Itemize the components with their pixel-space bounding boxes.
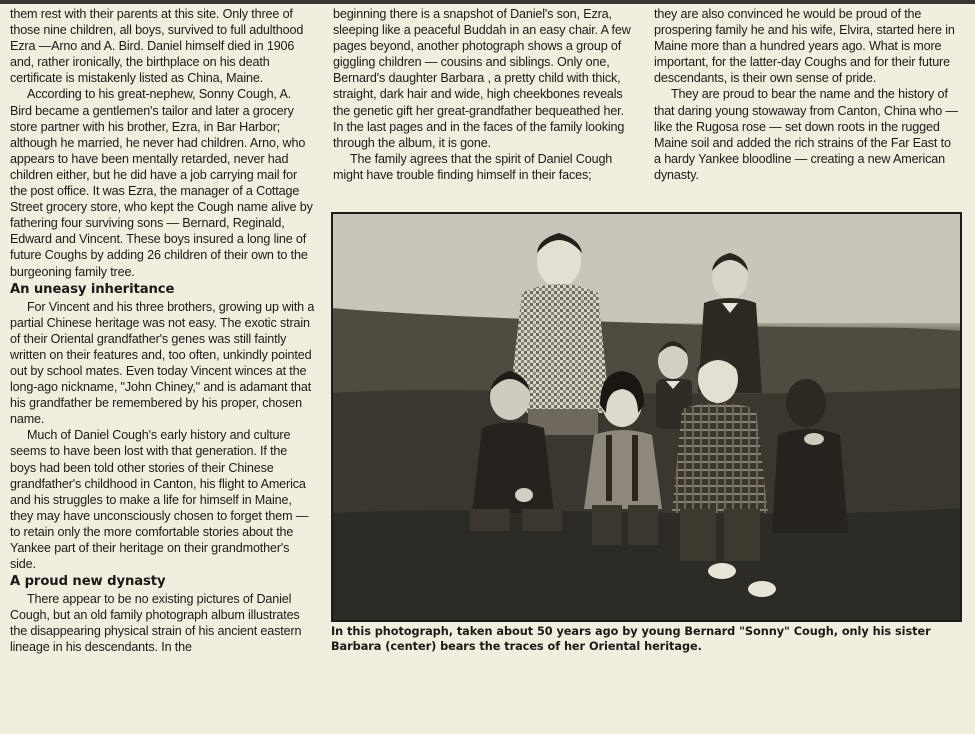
paragraph: They are proud to bear the name and the history of that daring young stowaway from Canton, China who — like the Rugosa rose — set down roots in the rugged Maine soil and added the rich strains of the Far East to a hardy Yankee bloodline — creating a new American dynasty. [654,87,958,182]
paragraph: them rest with their parents at this site. Only three of those nine children, all boys, survived to full adulthood Ezra —Arno and A. Bird. Daniel himself died in 1906 and, rather ironically, the birthplace on his death certificate is mistakenly listed as China, Maine. [10,7,304,86]
family-photograph [331,212,962,622]
paragraph: The family agrees that the spirit of Daniel Cough might have trouble finding himself in their faces; [333,151,613,182]
paragraph: they are also convinced he would be proud of the prospering family he and his wife, Elvira, started here in Maine more than a hundred years ago. What is more important, for the latter-day Coughs and for their future descendants, is their own sense of pride. [654,7,955,86]
subheading-uneasy-inheritance: An uneasy inheritance [10,281,175,297]
article-column-3 [654,6,960,183]
photo-caption: In this photograph, taken about 50 years ago by young Bernard "Sonny" Cough, only his sister Barbara (center) bears the traces of her Oriental heritage. [331,625,931,653]
paragraph: There appear to be no existing pictures of Daniel Cough, but an old family photograph album illustrates the disappearing physical strain of his ancient eastern lineage in his descendants. In the [10,592,302,655]
subheading-proud-new-dynasty: A proud new dynasty [10,574,166,590]
paragraph: According to his great-nephew, Sonny Cough, A. Bird became a gentlemen's tailor and later a grocery store partner with his brother, Ezra, in Bar Harbor; although he married, he never had children. Arno, who appears to have been mentally retarded, never had children either, but he did have a job carrying mail for the post office. It was Ezra, the manager of a Cottage Street grocery store, who kept the Cough name alive by fathering four surviving sons — Bernard, Reginald, Edward and Vincent. These boys insured a long line of future Coughs by adding 26 children of their own to the burgeoning family tree. [10,87,313,279]
paragraph: beginning there is a snapshot of Daniel's son, Ezra, sleeping like a peaceful Buddah in an easy chair. A few pages beyond, another photograph shows a group of giggling children — cousins and siblings. Only one, Bernard's daughter Barbara , a pretty child with thick, straight, dark hair and wide, high cheekbones reveals the genetic gift her great-grandfather bequeathed her. In the last pages and in the faces of the family looking through the album, it is gone. [333,7,631,150]
top-rule [0,0,975,4]
paragraph: Much of Daniel Cough's early history and culture seems to have been lost with that generation. If the boys had been told other stories of their Chinese grandfather's childhood in Canton, his flight to America and his struggles to make a life for himself in Maine, they may have unconsciously chosen to forget them — to retain only the more comfortable stories about the Yankee part of their heritage on their grandmother's side. [10,428,309,572]
article-column-2 [333,6,633,183]
family-photograph-illustration [332,213,961,621]
paragraph: For Vincent and his three brothers, growing up with a partial Chinese heritage was not easy. The exotic strain of their Oriental grandfather's genes was still faintly written on their features and, too often, unkindly pointed out by school mates. Even today Vincent winces at the long-ago nickname, "John Chiney," and is adamant that his grandfather be remembered by his proper, chosen name. [10,299,315,427]
article-column-1 [10,6,316,656]
